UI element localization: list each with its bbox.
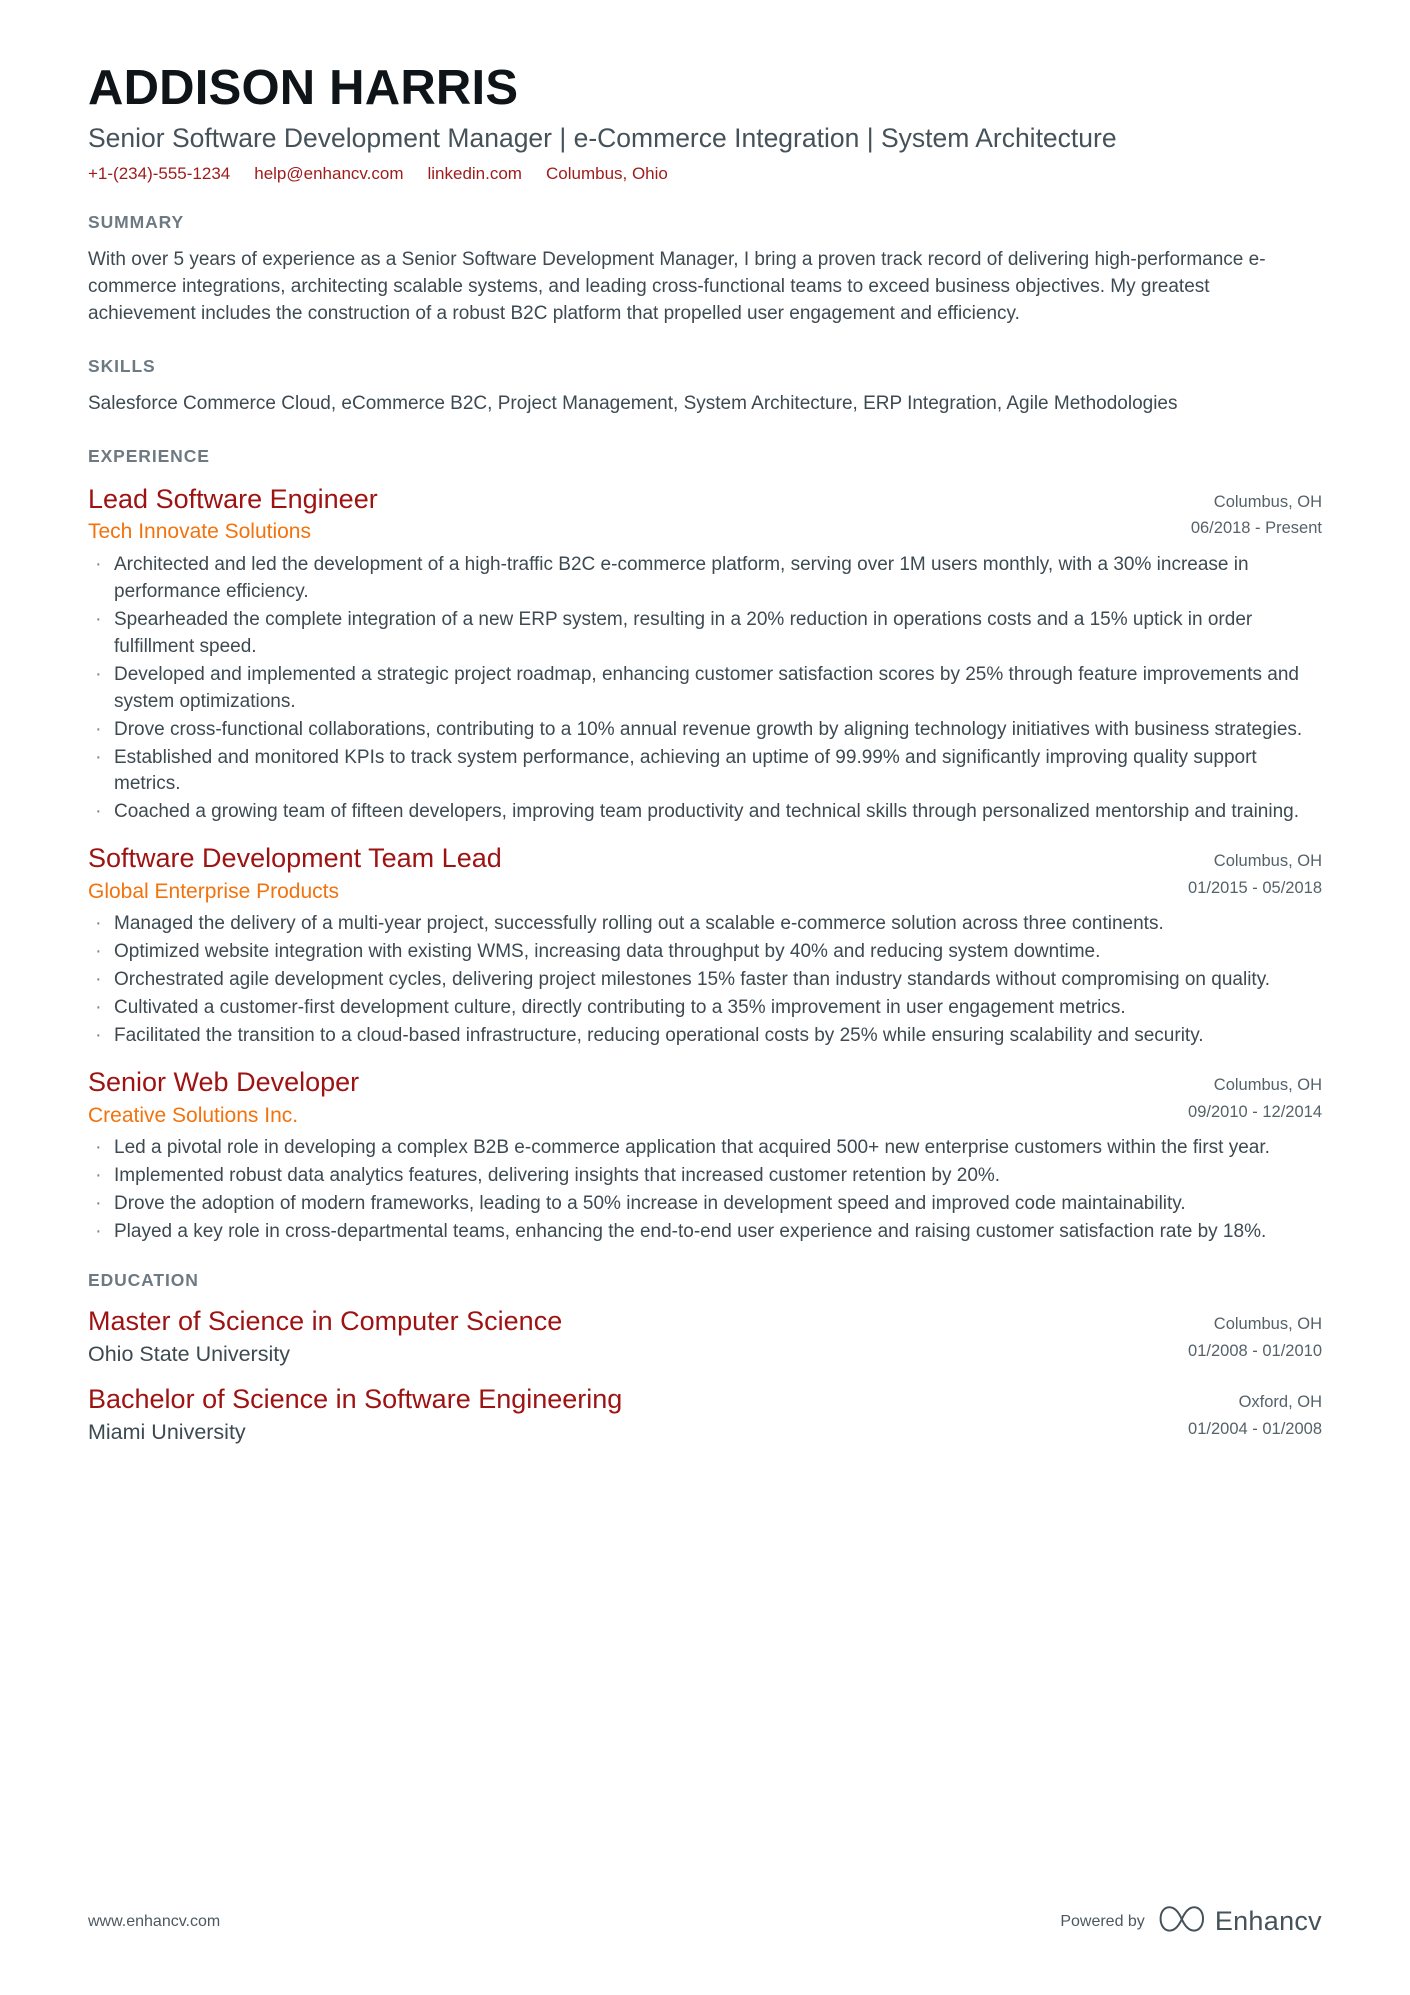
education-dates: 01/2004 - 01/2008 bbox=[1188, 1419, 1322, 1438]
resume-header bbox=[88, 62, 1322, 184]
enhancv-logo-icon bbox=[1159, 1904, 1205, 1939]
experience-entry bbox=[88, 842, 1322, 1050]
candidate-headline: Senior Software Development Manager | e-Commerce Integration | System Architecture bbox=[88, 122, 1117, 153]
section-title-experience: EXPERIENCE bbox=[88, 445, 210, 466]
experience-entry bbox=[88, 483, 1322, 827]
experience-bullets bbox=[88, 552, 1322, 827]
enhancv-brand-name: Enhancv bbox=[1214, 1906, 1322, 1936]
list-item: · Drove cross-functional collaborations, contributing to a 10% annual revenue growth by aligning technology initiatives with business strategies. bbox=[88, 717, 1322, 744]
candidate-name: ADDISON HARRIS bbox=[88, 61, 519, 115]
experience-location: Columbus, OH bbox=[1213, 1076, 1322, 1095]
education-degree: Bachelor of Science in Software Engineering bbox=[88, 1383, 623, 1414]
education-dates: 01/2008 - 01/2010 bbox=[1188, 1341, 1322, 1360]
experience-entry-right bbox=[1164, 1066, 1322, 1125]
list-item: · Optimized website integration with existing WMS, increasing data throughput by 40% and reducing system downtime. bbox=[88, 939, 1322, 966]
contact-location: Columbus, Ohio bbox=[545, 163, 668, 183]
list-item: · Facilitated the transition to a cloud-based infrastructure, reducing operational costs by 25% while ensuring scalability and security. bbox=[88, 1023, 1322, 1050]
list-item: · Cultivated a customer-first development culture, directly contributing to a 35% improvement in user engagement metrics. bbox=[88, 995, 1322, 1022]
list-item: · Orchestrated agile development cycles, delivering project milestones 15% faster than industry standards without compromising on quality. bbox=[88, 967, 1322, 994]
list-item: · Led a pivotal role in developing a complex B2B e-commerce application that acquired 500+ new enterprise customers within the first year. bbox=[88, 1135, 1322, 1162]
contact-email[interactable]: help@enhancv.com bbox=[254, 163, 404, 183]
experience-entry bbox=[88, 1066, 1322, 1246]
list-item: · Architected and led the development of a high-traffic B2C e-commerce platform, serving over 1M users monthly, with a 30% increase in performance efficiency. bbox=[88, 552, 1322, 606]
contact-row bbox=[88, 164, 1322, 184]
experience-company: Global Enterprise Products bbox=[88, 880, 339, 904]
section-title-education: EDUCATION bbox=[88, 1270, 199, 1291]
contact-phone[interactable]: +1-(234)-555-1234 bbox=[88, 163, 231, 183]
education-location: Oxford, OH bbox=[1238, 1392, 1322, 1411]
experience-job-title: Senior Web Developer bbox=[88, 1067, 360, 1098]
education-entry-header bbox=[88, 1383, 1322, 1447]
experience-company: Tech Innovate Solutions bbox=[88, 520, 311, 544]
contact-linkedin[interactable]: linkedin.com bbox=[427, 163, 522, 183]
section-skills bbox=[88, 356, 1322, 418]
education-entry-left bbox=[88, 1383, 1164, 1447]
experience-entry-header bbox=[88, 842, 1322, 905]
list-item: · Coached a growing team of fifteen developers, improving team productivity and technical skills through personalized mentorship and training. bbox=[88, 799, 1322, 826]
footer-branding bbox=[1060, 1904, 1322, 1939]
education-degree: Master of Science in Computer Science bbox=[88, 1306, 563, 1337]
list-item: · Drove the adoption of modern frameworks, leading to a 50% increase in development speed and improved code maintainability. bbox=[88, 1191, 1322, 1218]
experience-dates: 09/2010 - 12/2014 bbox=[1188, 1103, 1322, 1122]
summary-text: With over 5 years of experience as a Senior Software Development Manager, I bring a proven track record of delivering high-performance e-commerce integrations, architecting scalable systems, and leading cross-functional teams to exceed business objectives. My greatest achievement includes the construction of a robust B2C platform that propelled user engagement and efficiency. bbox=[88, 248, 1266, 324]
section-summary bbox=[88, 212, 1322, 328]
experience-entry-header bbox=[88, 483, 1322, 546]
experience-dates: 06/2018 - Present bbox=[1190, 519, 1322, 538]
education-entry-right bbox=[1164, 1383, 1322, 1442]
list-item: · Established and monitored KPIs to track system performance, achieving an uptime of 99.99% and significantly improving quality support metrics. bbox=[88, 745, 1322, 799]
list-item: · Developed and implemented a strategic project roadmap, enhancing customer satisfaction scores by 25% through feature improvements and system optimizations. bbox=[88, 662, 1322, 716]
experience-job-title: Software Development Team Lead bbox=[88, 843, 502, 874]
education-entry bbox=[88, 1305, 1322, 1369]
powered-by-label: Powered by bbox=[1060, 1912, 1145, 1930]
experience-entry-right bbox=[1164, 842, 1322, 901]
section-title-summary: SUMMARY bbox=[88, 211, 185, 232]
education-school: Miami University bbox=[88, 1419, 246, 1444]
list-item: · Spearheaded the complete integration of a new ERP system, resulting in a 20% reduction in operations costs and a 15% uptick in order fulfillment speed. bbox=[88, 607, 1322, 661]
education-school: Ohio State University bbox=[88, 1341, 290, 1366]
experience-entry-left bbox=[88, 1066, 1164, 1129]
education-entry-right bbox=[1164, 1305, 1322, 1364]
experience-entry-right bbox=[1167, 483, 1322, 542]
list-item: · Implemented robust data analytics features, delivering insights that increased customer retention by 20%. bbox=[88, 1163, 1322, 1190]
education-entry bbox=[88, 1383, 1322, 1447]
experience-bullets bbox=[88, 911, 1322, 1050]
education-entry-header bbox=[88, 1305, 1322, 1369]
experience-entry-header bbox=[88, 1066, 1322, 1129]
experience-bullets bbox=[88, 1135, 1322, 1246]
education-entry-left bbox=[88, 1305, 1164, 1369]
section-title-skills: SKILLS bbox=[88, 355, 156, 376]
experience-location: Columbus, OH bbox=[1213, 852, 1322, 871]
list-item: · Managed the delivery of a multi-year project, successfully rolling out a scalable e-commerce solution across three continents. bbox=[88, 911, 1322, 938]
experience-entry-left bbox=[88, 483, 1167, 546]
experience-entry-left bbox=[88, 842, 1164, 905]
section-education bbox=[88, 1270, 1322, 1446]
section-experience bbox=[88, 446, 1322, 1247]
list-item: · Played a key role in cross-departmental teams, enhancing the end-to-end user experience and raising customer satisfaction rate by 18%. bbox=[88, 1219, 1322, 1246]
resume-footer bbox=[88, 1904, 1322, 1939]
experience-company: Creative Solutions Inc. bbox=[88, 1104, 299, 1128]
experience-dates: 01/2015 - 05/2018 bbox=[1188, 879, 1322, 898]
experience-job-title: Lead Software Engineer bbox=[88, 483, 378, 514]
education-location: Columbus, OH bbox=[1213, 1315, 1322, 1334]
footer-website-url[interactable]: www.enhancv.com bbox=[88, 1912, 221, 1930]
experience-location: Columbus, OH bbox=[1213, 492, 1322, 511]
skills-text: Salesforce Commerce Cloud, eCommerce B2C, Project Management, System Architecture, ERP Integration, Agile Methodologies bbox=[88, 392, 1178, 414]
enhancv-brand bbox=[1159, 1904, 1322, 1939]
